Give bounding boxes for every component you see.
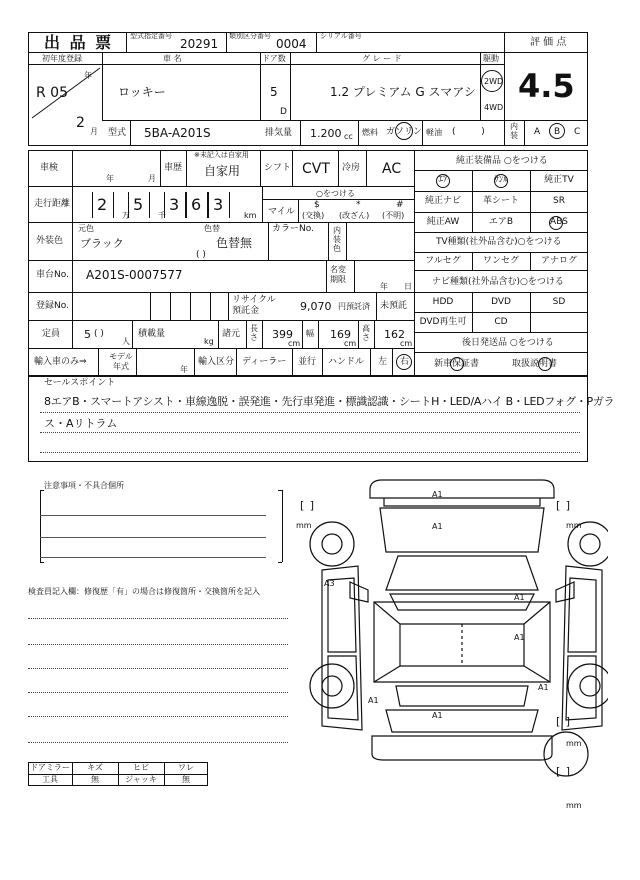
car-name: ロッキー [118, 85, 166, 99]
equipment-circle [436, 174, 450, 188]
vehicle-history: 自家用 [204, 164, 241, 178]
type-no: 20291 [180, 37, 219, 51]
original-color: ブラック [80, 237, 124, 250]
score-value: 4.5 [518, 67, 575, 105]
mileage-digit: 3 [169, 195, 180, 214]
navi-option: CD [494, 317, 508, 327]
aircon: AC [382, 161, 402, 177]
equipment-item: 純正ナビ [424, 196, 461, 206]
damage-label: A3 [324, 579, 335, 588]
equipment-circle [494, 174, 508, 188]
first-reg-month: 2 [76, 115, 85, 131]
equipment-circle [549, 216, 563, 230]
mileage-digit: 2 [97, 195, 108, 214]
navi-option: DVD [491, 297, 511, 307]
height: 162 [384, 328, 405, 341]
damage-label: A1 [432, 490, 443, 499]
score-label: 評 価 点 [530, 37, 567, 48]
sales-line-2: ス・Aリトラム [44, 417, 118, 430]
navi-option: HDD [432, 297, 454, 307]
equipment-item: 革シート [482, 196, 519, 206]
first-reg-era: R 05 [36, 85, 68, 101]
mileage-digit: 5 [133, 195, 144, 214]
mm-unit: mm [566, 739, 582, 748]
inspector-label: 検査員記入欄：修復歴「有」の場合は修復箇所・交換箇所を記入 [28, 587, 260, 596]
mm-unit: mm [566, 521, 582, 530]
manual-circle [538, 357, 552, 371]
damage-label: A1 [432, 522, 443, 531]
shift: CVT [302, 161, 330, 177]
equipment-item: 純正AW [426, 217, 460, 227]
handle-right-circle [396, 354, 412, 370]
recycle-fee: 9,070 [300, 300, 332, 313]
doors: 5 [270, 85, 278, 99]
drive-2wd-circle [481, 70, 503, 92]
measurement-bracket: [ ] [300, 499, 316, 512]
damage-label: A1 [432, 711, 443, 720]
color-change: 色替無 [216, 236, 253, 250]
form-title: 出 品 票 [44, 33, 114, 52]
measurement-bracket: [ ] [556, 715, 572, 728]
equipment-item: ABS [550, 217, 568, 227]
tv-option: アナログ [540, 256, 577, 266]
damage-label: A1 [538, 683, 549, 692]
damage-label: A1 [514, 633, 525, 642]
mileage-digit: 3 [213, 195, 224, 214]
equipment-item: ｴｱ [438, 175, 448, 185]
mm-unit: mm [296, 521, 312, 530]
length: 399 [272, 328, 293, 341]
equipment-item: ｻﾝﾙ [494, 175, 508, 185]
chassis-no: A201S-0007577 [86, 268, 183, 282]
interior-b-circle [549, 123, 565, 139]
navi-option: DVD再生可 [419, 317, 467, 327]
model-code: 5BA-A201S [144, 126, 211, 140]
measurement-bracket: [ ] [556, 765, 572, 778]
tv-option: フルセグ [425, 256, 461, 266]
displacement: 1.200 [310, 127, 342, 140]
tv-option: ワンセグ [482, 256, 519, 266]
fuel-gasoline-circle [395, 122, 413, 140]
equipment-item: エアB [488, 217, 514, 227]
car-damage-diagram [288, 470, 608, 810]
width: 169 [330, 328, 351, 341]
equipment-item: 純正TV [544, 175, 574, 185]
class-no: 0004 [276, 37, 307, 51]
navi-option: SD [552, 297, 566, 307]
grade: 1.2 プレミアム G スマアシ [330, 85, 476, 99]
measurement-bracket: [ ] [556, 499, 572, 512]
first-reg-diagonal [28, 64, 102, 120]
capacity: 5 [84, 328, 91, 341]
damage-label: A1 [514, 593, 525, 602]
caution-label: 注意事項・不具合個所 [44, 481, 124, 490]
sales-line-1: 8エアB・スマートアシスト・車線逸脱・誤発進・先行車発進・標識認識・シートH・LED/Aハイ B・LEDフォグ・Pガラ [44, 395, 615, 408]
mm-unit: mm [566, 801, 582, 810]
damage-label: A1 [368, 696, 379, 705]
equipment-item: SR [553, 196, 565, 206]
warranty-circle [450, 357, 464, 371]
mileage-digit: 6 [191, 195, 202, 214]
